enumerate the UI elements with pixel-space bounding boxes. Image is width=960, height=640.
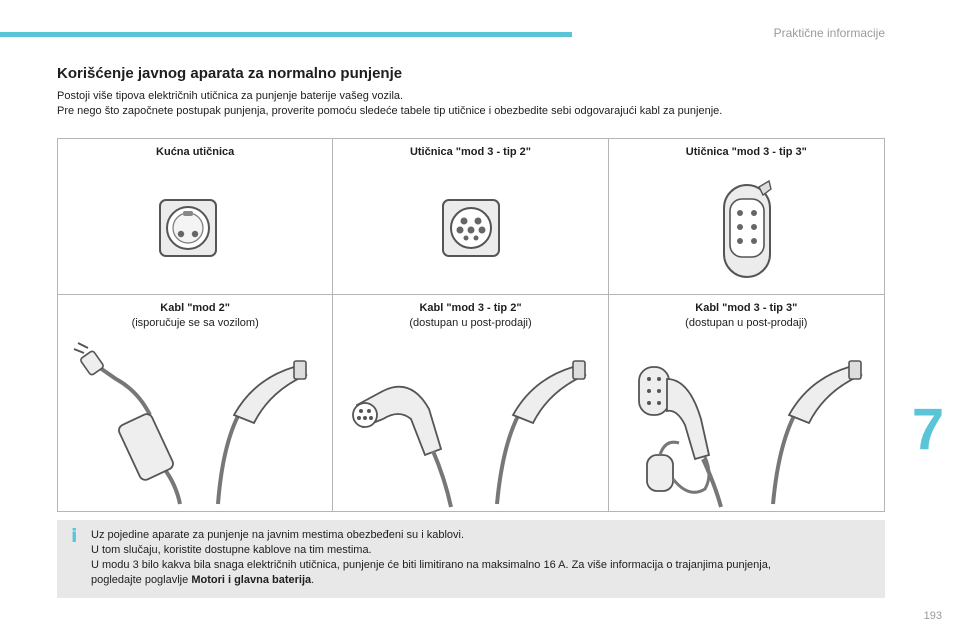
cell-title: Utičnica "mod 3 - tip 2": [409, 146, 532, 158]
info-text: .: [311, 574, 315, 586]
cell-title: Kabl "mod 3 - tip 2": [419, 302, 522, 314]
info-icon: i: [71, 525, 78, 547]
chapter-reference: Motori i glavna baterija: [191, 574, 312, 586]
chapter-number: 7: [911, 397, 945, 462]
info-line: [91, 573, 865, 588]
info-line: Uz pojedine aparate za punjenje na javnim mestima obezbeđeni su i kablovi.: [91, 529, 465, 541]
type2-cable-icon: [333, 339, 608, 509]
page-number: 193: [923, 610, 942, 622]
cell-household-socket: [58, 139, 333, 295]
header-accent-bar: [0, 32, 572, 37]
intro-text: [57, 89, 722, 119]
chapter-tab: [896, 386, 960, 474]
cell-title: Utičnica "mod 3 - tip 3": [685, 146, 807, 158]
section-title: Praktične informacije: [773, 26, 885, 40]
info-text: pogledajte poglavlje: [91, 574, 192, 586]
cell-title: Kućna utičnica: [156, 146, 235, 158]
type3-cable-icon: [609, 339, 884, 509]
cell-subtitle: (dostupan u post-prodaji): [409, 317, 532, 329]
intro-line: Pre nego što započnete postupak punjenja, proverite pomoću sledeće tabele tip utičnice i obezbedite sebi odgovarajući kabl za punjenje.: [57, 105, 723, 117]
type2-socket-icon: [333, 175, 608, 285]
cell-title: Kabl "mod 2": [160, 302, 231, 314]
mode2-cable-icon: [58, 339, 333, 509]
cell-mode2-cable: [58, 295, 333, 511]
cell-type3-socket: [609, 139, 884, 295]
cell-subtitle: (dostupan u post-prodaji): [685, 317, 808, 329]
info-line: U tom slučaju, koristite dostupne kablove na tim mestima.: [91, 544, 372, 556]
intro-line: Postoji više tipova električnih utičnica za punjenje baterije vašeg vozila.: [57, 90, 404, 102]
cell-type2-socket: [333, 139, 608, 295]
page-title: Korišćenje javnog aparata za normalno punjenje: [57, 65, 403, 82]
info-line: U modu 3 bilo kakva bila snaga električnih utičnica, punjenje će biti limitirano na maksimalno 16 A. Za više informacija o trajanjima punjenja,: [91, 559, 771, 571]
cell-title: Kabl "mod 3 - tip 3": [695, 302, 798, 314]
info-box: [57, 520, 885, 598]
cell-type3-cable: [609, 295, 884, 511]
type3-socket-icon: [609, 175, 884, 285]
household-socket-icon: [58, 175, 333, 285]
cell-type2-cable: [333, 295, 608, 511]
cell-subtitle: (isporučuje se sa vozilom): [131, 317, 259, 329]
socket-cable-table: [57, 138, 885, 512]
